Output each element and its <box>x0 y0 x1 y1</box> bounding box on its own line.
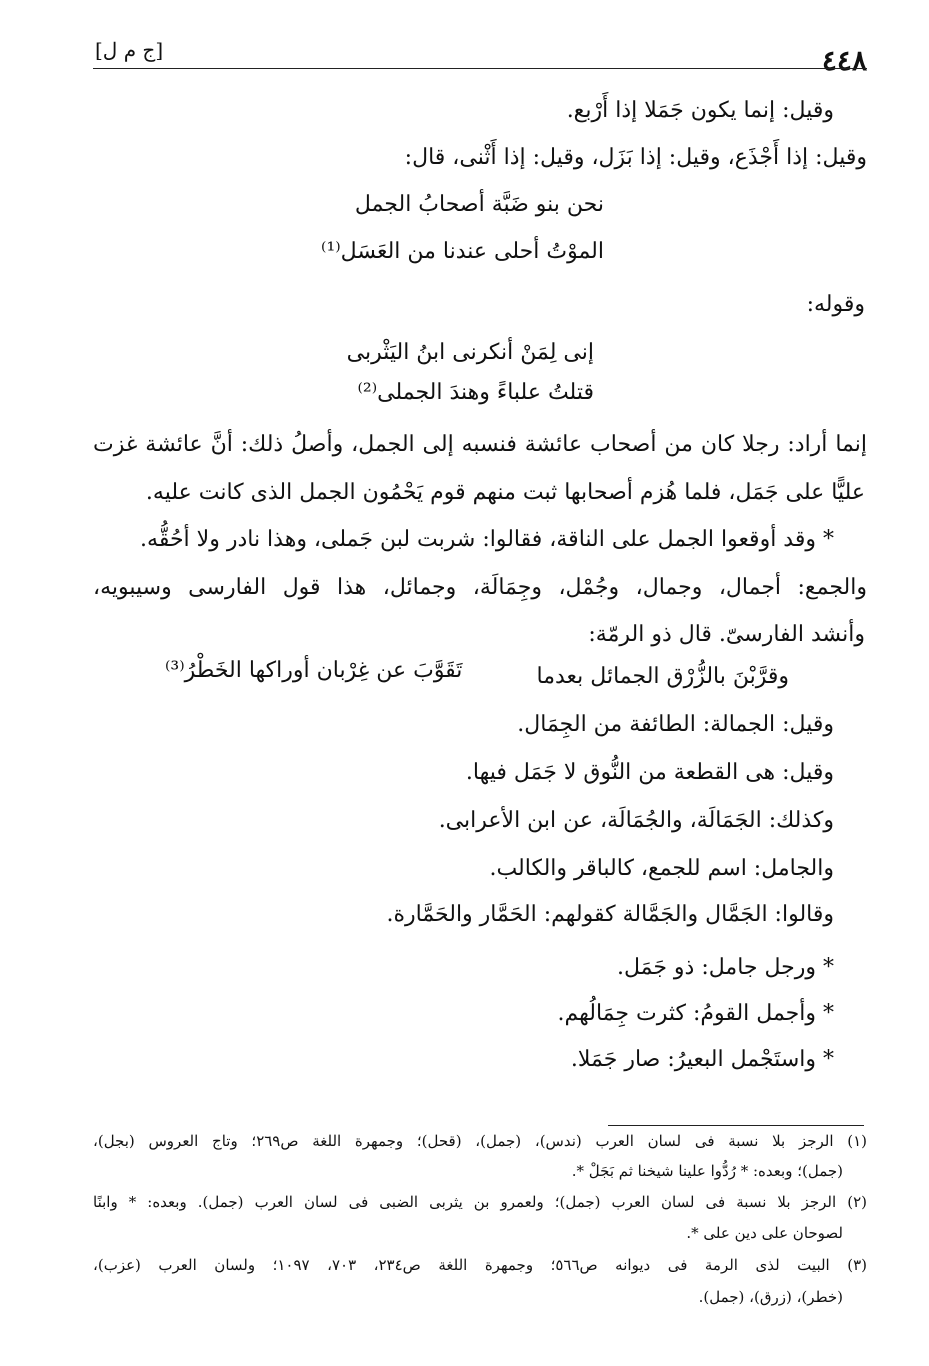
text-line: * ورجل جامل: ذو جَمَل. <box>616 955 834 980</box>
running-header-root: [ج م ل] <box>95 38 164 62</box>
text-line: وقيل: إذا أَجْذَع، وقيل: إذا بَزَل، وقيل: إذا أَثْنى، قال: <box>404 145 867 170</box>
verse-line: إنى لِمَنْ أنكرنى ابنُ اليَثْربى <box>346 340 594 365</box>
footnote-line: لصوحان على دين على *. <box>686 1224 843 1242</box>
text-line: * وأجمل القومُ: كثرت جِمَالُهم. <box>557 1001 834 1026</box>
text-line: وقالوا: الجَمَّال والجَمَّالة كقولهم: الحَمَّار والحَمَّارة. <box>386 902 834 927</box>
footnote-line: (١) الرجز بلا نسبة فى لسان العرب (ندس)، (جمل)، (قحل)؛ وجمهرة اللغة ص٢٦٩؛ وتاج العروس (بجل)، <box>93 1132 867 1150</box>
text-line: وقيل: إنما يكون جَمَلا إذا أَرْبع. <box>566 98 834 123</box>
verse-line: نحن بنو ضَبَّة أصحابُ الجمل <box>354 192 604 217</box>
verse-line: قتلتُ علباءً وهندَ الجملى⁽²⁾ <box>357 380 594 405</box>
text-line: وقوله: <box>806 292 865 317</box>
text-line: وكذلك: الجَمَالَة، والجُمَالَة، عن ابن الأعرابى. <box>438 808 834 833</box>
verse-hemistich-left: تَقَوَّبَ عن غِرْبان أوراكها الخَطْرُ⁽³⁾ <box>165 658 463 683</box>
footnote-line: (٢) الرجز بلا نسبة فى لسان العرب (جمل)؛ ولعمرو بن يثربى الضبى فى لسان العرب (جمل). وبعده: * وابنًا <box>93 1193 867 1211</box>
text-line: عليًّا على جَمَل، فلما هُزم أصحابها ثبت منهم قوم يَحْمُون الجمل الذى كانت عليه. <box>145 480 865 505</box>
header-divider <box>93 68 867 69</box>
text-line: * وقد أوقعوا الجمل على الناقة، فقالوا: شربت لبن جَملى، وهذا نادر ولا أحُقُّه. <box>140 527 834 552</box>
verse-hemistich-right: وقرَّبْنَ بالزُّرْق الجمائل بعدما <box>536 664 789 689</box>
footnote-divider <box>608 1125 864 1126</box>
footnote-line: (٣) البيت لذى الرمة فى ديوانه ص٥٦٦؛ وجمهرة اللغة ص٢٣٤، ٧٠٣، ١٠٩٧؛ ولسان العرب (عزب)، <box>93 1256 867 1274</box>
text-line: والجامل: اسم للجمع، كالباقر والكالب. <box>489 856 834 881</box>
text-line: * واستَجْمل البعيرُ: صار جَمَلا. <box>570 1047 834 1072</box>
footnote-line: (خطر)، (زرق)، (جمل). <box>698 1288 843 1306</box>
footnote-line: (جمل)؛ وبعده: * رُدُّوا علينا شيخنا ثم بَجَلْ *. <box>571 1162 843 1180</box>
verse-line: الموْتُ أحلى عندنا من العَسَل⁽¹⁾ <box>321 239 604 264</box>
page-number: ٤٤٨ <box>821 44 867 77</box>
text-line: والجمع: أجمال، وجمال، وجُمْل، وجِمَالَة، وجمائل، هذا قول الفارسى وسيبويه، <box>93 575 867 600</box>
text-line: وأنشد الفارسىّ. قال ذو الرمّة: <box>588 622 865 647</box>
text-line: وقيل: هى القطعة من النُّوق لا جَمَل فيها. <box>465 760 834 785</box>
text-line: وقيل: الجمالة: الطائفة من الجِمَال. <box>517 712 834 737</box>
text-line: إنما أراد: رجلا كان من أصحاب عائشة فنسبه إلى الجمل، وأصلُ ذلك: أنَّ عائشة غزت <box>93 432 867 457</box>
